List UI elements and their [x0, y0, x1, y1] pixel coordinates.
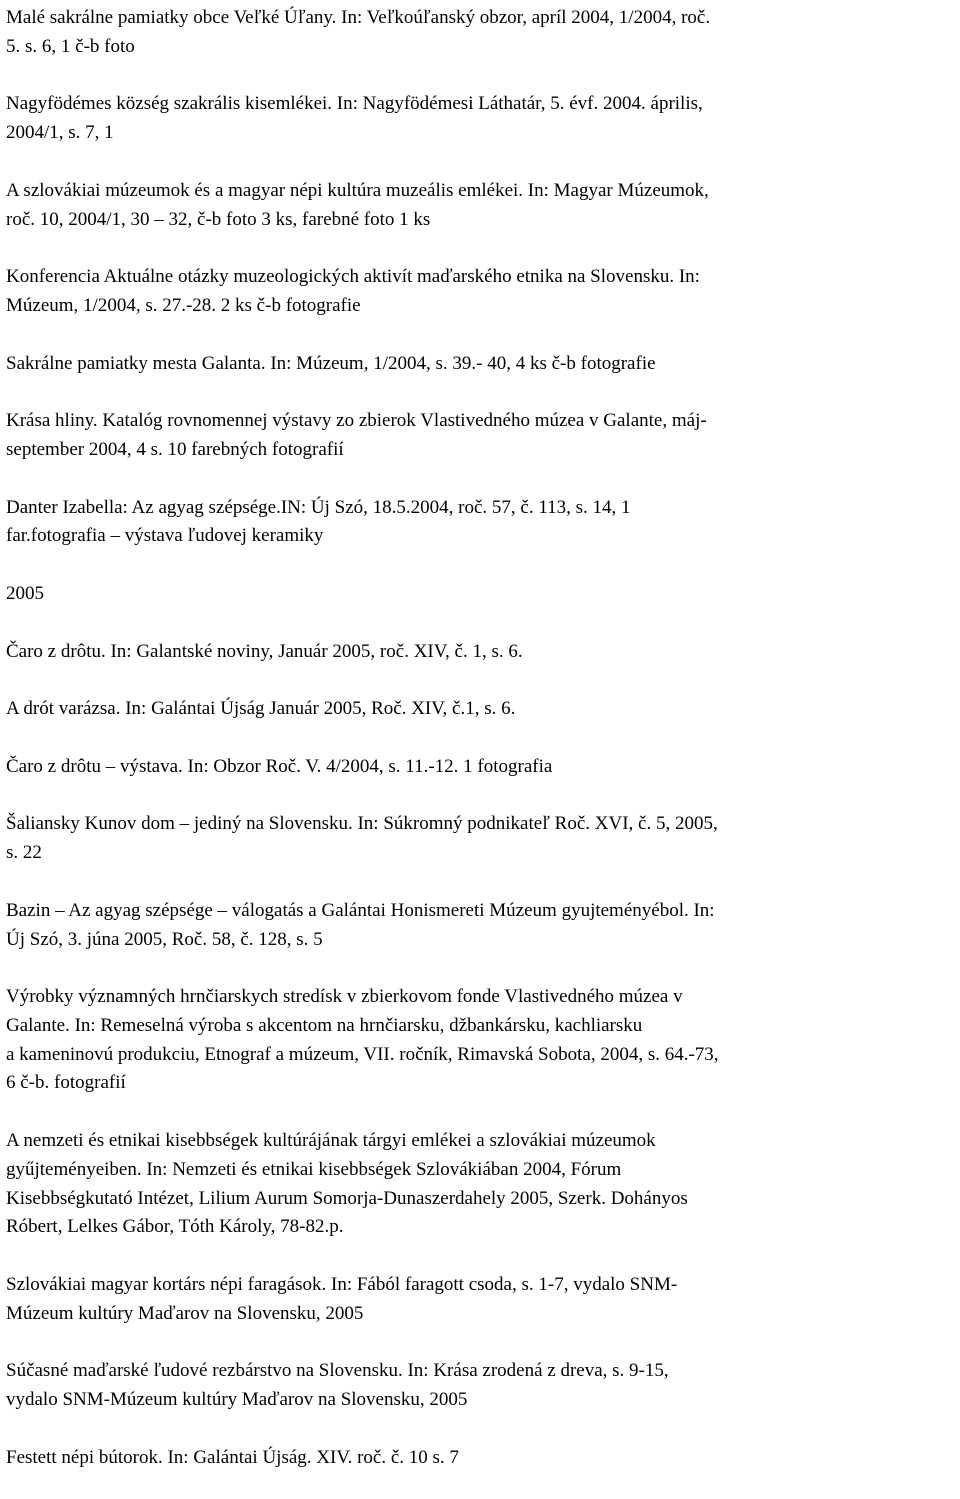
- bibliography-entry: Výrobky významných hrnčiarskych stredísk v zbierkovom fonde Vlastivedného múzea v Galante. In: Remeselná výroba s akcentom na hrnčiarsku, džbankársku, kachliarsku a kameninovú produkciu, Etnograf a múzeum, VII. ročník, Rimavská Sobota, 2004, s. 64.-73, 6 č-b. fotografií: [6, 986, 719, 1094]
- bibliography-entry: Malé sakrálne pamiatky obce Veľké Úľany. In: Veľkoúľanský obzor, apríl 2004, 1/2004, roč. 5. s. 6, 1 č-b foto: [6, 7, 711, 57]
- bibliography-entry: Sakrálne pamiatky mesta Galanta. In: Múzeum, 1/2004, s. 39.- 40, 4 ks č-b fotografie: [6, 352, 656, 374]
- bibliography-document: [6, 0, 956, 1473]
- bibliography-entry: A drót varázsa. In: Galántai Újság Január 2005, Roč. XIV, č.1, s. 6.: [6, 698, 516, 720]
- bibliography-entry: Súčasné maďarské ľudové rezbárstvo na Slovensku. In: Krása zrodená z dreva, s. 9-15, vydalo SNM-Múzeum kultúry Maďarov na Slovensku, 2005: [6, 1360, 669, 1411]
- bibliography-entry: Čaro z drôtu. In: Galantské noviny, Január 2005, roč. XIV, č. 1, s. 6.: [6, 640, 523, 662]
- bibliography-entry: Konferencia Aktuálne otázky muzeologických aktivít maďarského etnika na Slovensku. In: Múzeum, 1/2004, s. 27.-28. 2 ks č-b fotografie: [6, 266, 700, 316]
- bibliography-entry: Krása hliny. Katalóg rovnomennej výstavy zo zbierok Vlastivedného múzea v Galante, máj- september 2004, 4 s. 10 farebných fotografií: [6, 410, 707, 460]
- bibliography-entry: Bazin – Az agyag szépsége – válogatás a Galántai Honismereti Múzeum gyujteményébol. In: Új Szó, 3. júna 2005, Roč. 58, č. 128, s. 5: [6, 899, 715, 950]
- year-heading: 2005: [6, 582, 44, 604]
- bibliography-entry: A szlovákiai múzeumok és a magyar népi kultúra muzeális emlékei. In: Magyar Múzeumok, roč. 10, 2004/1, 30 – 32, č-b foto 3 ks, farebné foto 1 ks: [6, 179, 709, 230]
- bibliography-entry: Festett népi bútorok. In: Galántai Újság. XIV. roč. č. 10 s. 7: [6, 1446, 459, 1468]
- bibliography-entry: Čaro z drôtu – výstava. In: Obzor Roč. V. 4/2004, s. 11.-12. 1 fotografia: [6, 755, 553, 777]
- bibliography-entry: Nagyfödémes község szakrális kisemlékei. In: Nagyfödémesi Láthatár, 5. évf. 2004. április, 2004/1, s. 7, 1: [6, 93, 703, 144]
- bibliography-entry: A nemzeti és etnikai kisebbségek kultúrájának tárgyi emlékei a szlovákiai múzeumok gyűjteményeiben. In: Nemzeti és etnikai kisebbségek Szlovákiában 2004, Fórum Kisebbségkutató Intézet, Lilium Aurum Somorja-Dunaszerdahely 2005, Szerk. Dohányos Róbert, Lelkes Gábor, Tóth Károly, 78-82.p.: [6, 1130, 688, 1238]
- bibliography-entry: Šaliansky Kunov dom – jediný na Slovensku. In: Súkromný podnikateľ Roč. XVI, č. 5, 2005, s. 22: [6, 813, 718, 864]
- bibliography-entry: Szlovákiai magyar kortárs népi faragások. In: Fából faragott csoda, s. 1-7, vydalo SNM- Múzeum kultúry Maďarov na Slovensku, 2005: [6, 1274, 678, 1324]
- bibliography-entry: Danter Izabella: Az agyag szépsége.IN: Új Szó, 18.5.2004, roč. 57, č. 113, s. 14, 1 far.fotografia – výstava ľudovej keramiky: [6, 496, 631, 547]
